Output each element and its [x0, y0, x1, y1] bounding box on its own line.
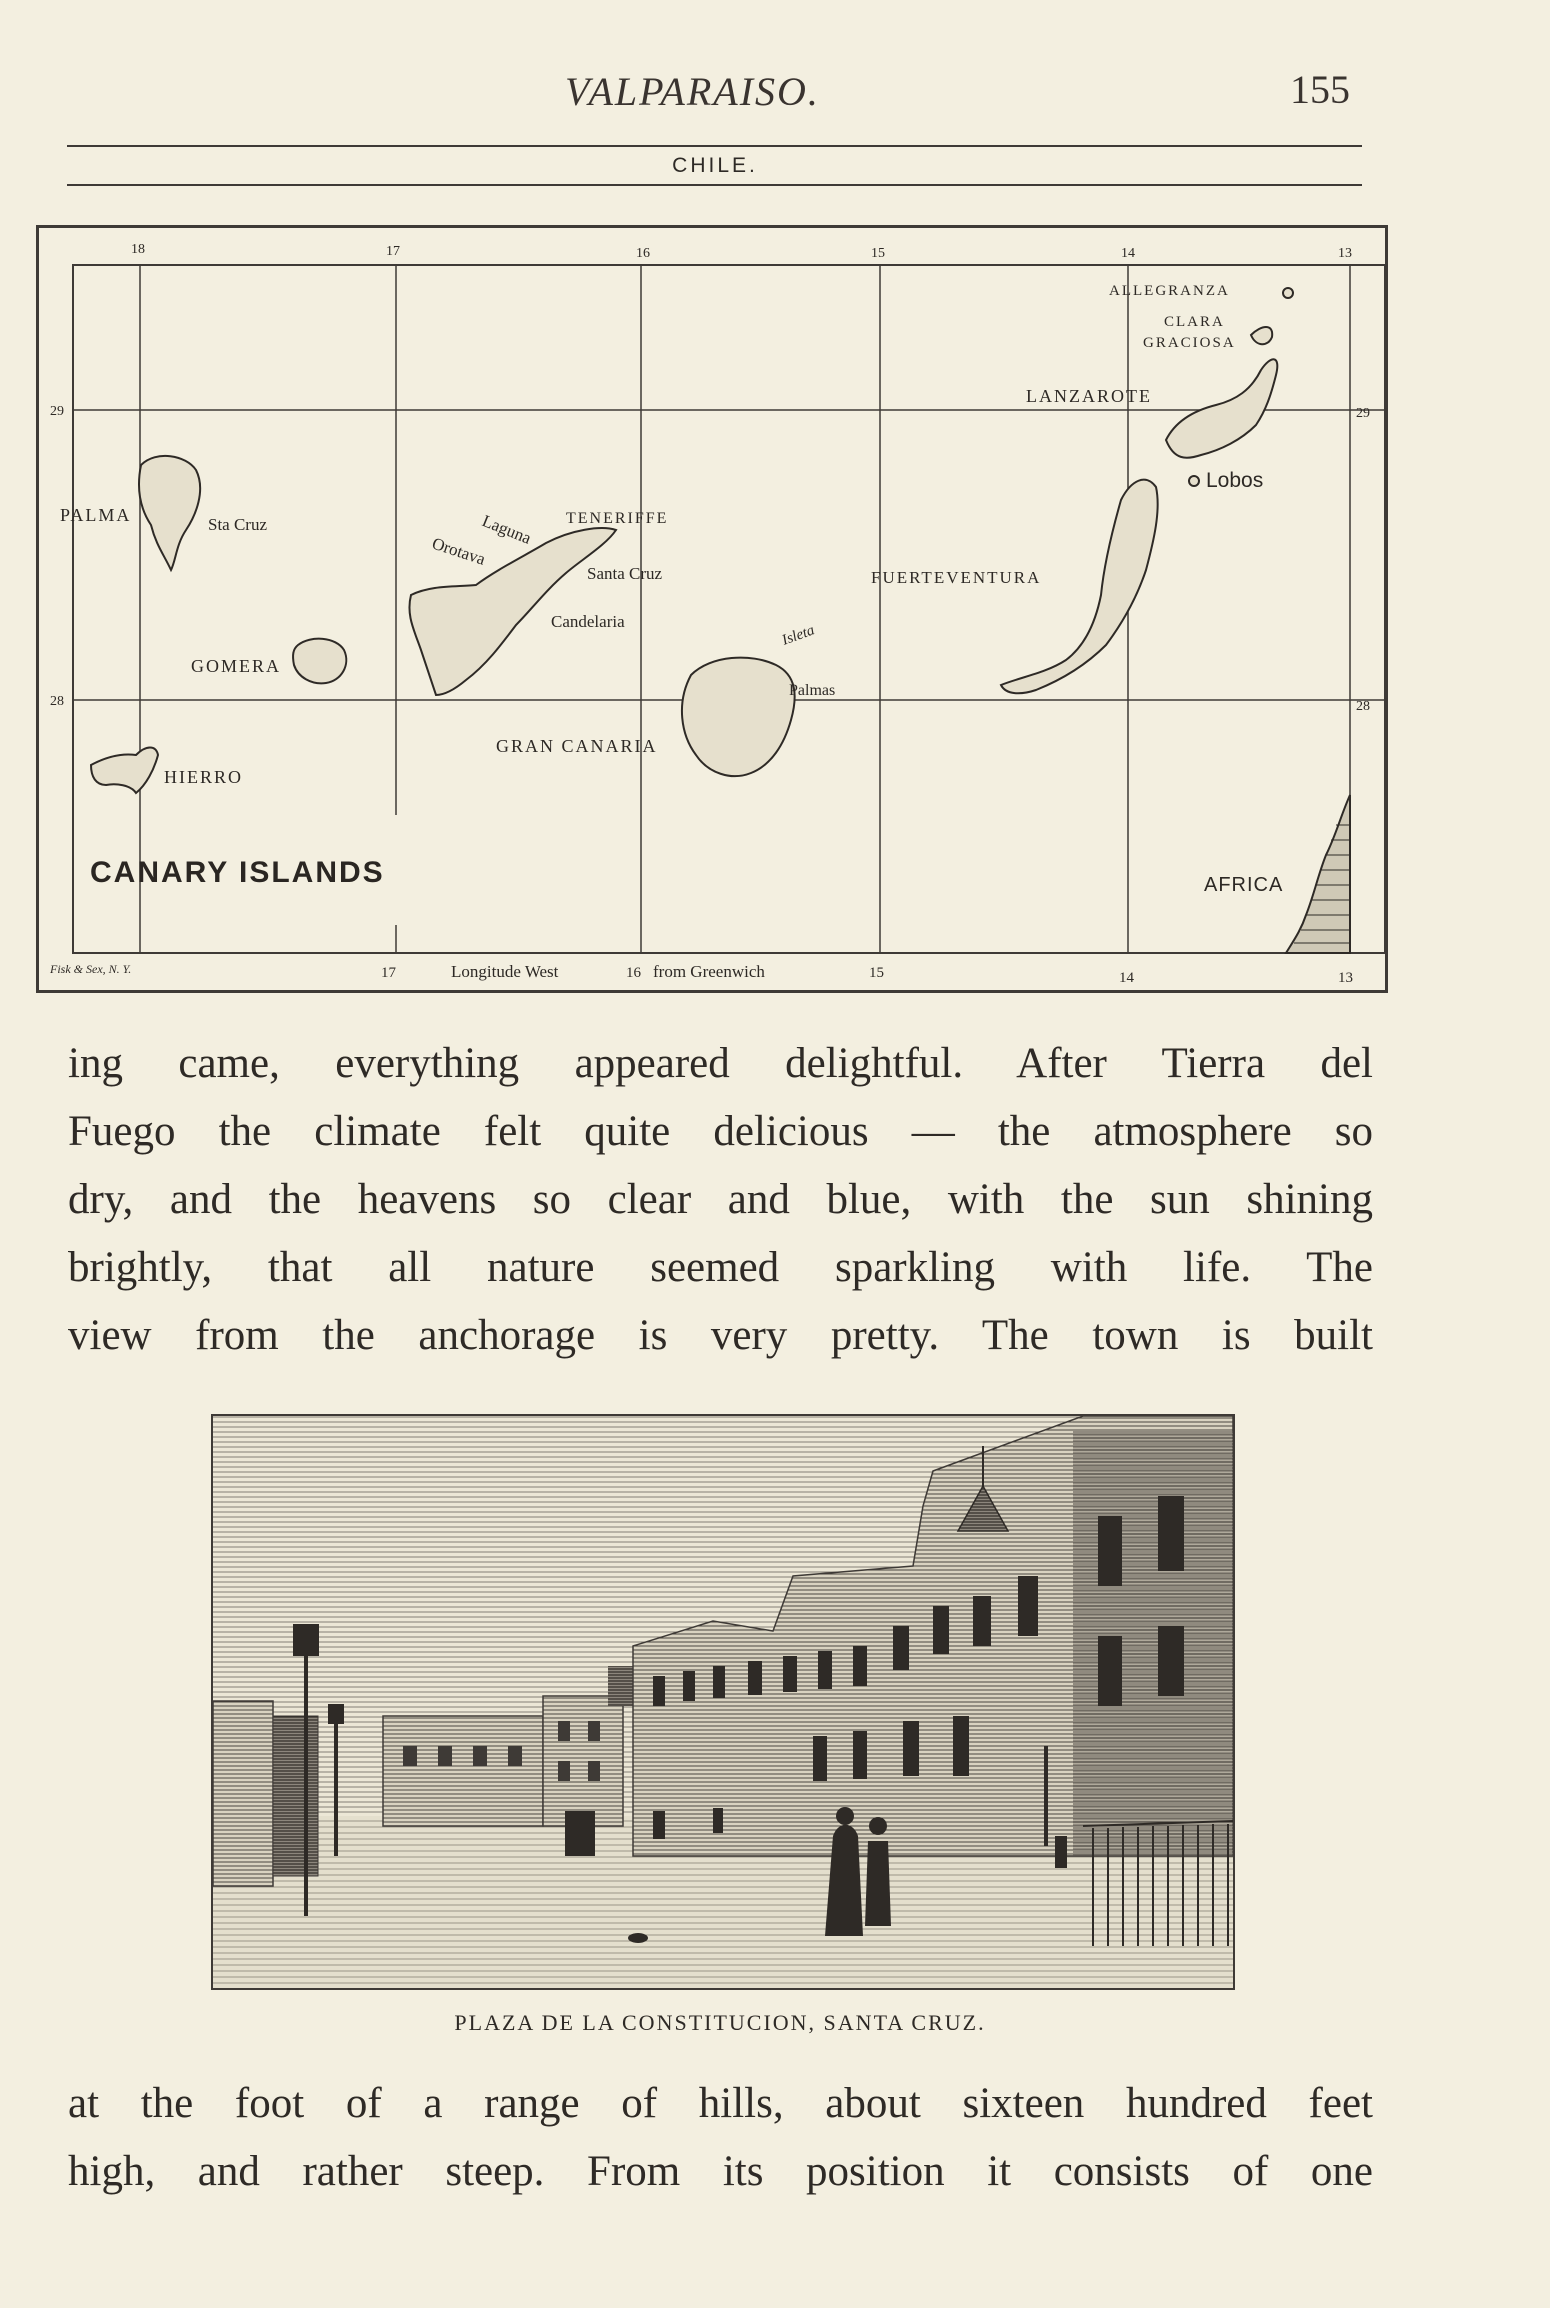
label-palmas: Palmas — [789, 682, 836, 699]
section-heading: CHILE. — [672, 154, 758, 177]
header-rule-bottom — [67, 184, 1362, 186]
lon-top-16: 16 — [636, 246, 650, 261]
illustration-caption: PLAZA DE LA CONSTITUCION, SANTA CRUZ. — [454, 2010, 986, 2035]
label-fuerteventura: Fuerteventura — [871, 568, 1042, 587]
lon-top-13: 13 — [1338, 246, 1352, 261]
engraver-credit: Fisk & Sex, N. Y. — [50, 962, 132, 976]
label-candelaria: Candelaria — [551, 612, 625, 631]
label-lobos: Lobos — [1206, 469, 1264, 492]
from-greenwich-label: from Greenwich — [653, 962, 765, 981]
text-line: at the foot of a range of hills, about sixteen hundred feet — [68, 2080, 1373, 2127]
allegranza-island — [1283, 288, 1293, 298]
text-line: Fuego the climate felt quite delicious — the atmosphere so — [68, 1108, 1373, 1155]
label-lanzarote: Lanzarote — [1026, 386, 1152, 406]
lon-top-15: 15 — [871, 246, 885, 261]
label-palma: Palma — [60, 505, 132, 525]
lon-bottom-14: 14 — [1119, 970, 1134, 986]
gomera-island — [293, 639, 346, 684]
header-rule-top — [67, 145, 1362, 147]
lon-bottom-15: 15 — [869, 965, 884, 981]
label-santa-cruz-teneriffe: Santa Cruz — [587, 564, 663, 583]
label-clara: Clara — [1164, 314, 1225, 330]
label-gran-canaria: Gran Canaria — [496, 736, 658, 756]
lon-bottom-16: 16 — [626, 965, 641, 981]
palma-island — [139, 456, 200, 570]
gran-canaria-island — [682, 658, 795, 777]
lon-top-14: 14 — [1121, 246, 1135, 261]
text-line: dry, and the heavens so clear and blue, with the sun shining — [68, 1176, 1373, 1223]
lon-top-17: 17 — [386, 244, 400, 259]
label-allegranza: Allegranza — [1109, 283, 1230, 299]
lat-right-28: 28 — [1356, 699, 1370, 714]
label-isleta: Isleta — [779, 622, 817, 649]
lon-top-18: 18 — [131, 242, 145, 257]
lanzarote-island — [1166, 359, 1277, 457]
lobos-island — [1189, 476, 1199, 486]
island-shapes — [91, 288, 1293, 793]
label-orotava: Orotava — [429, 533, 488, 569]
graciosa-island — [1251, 327, 1272, 344]
label-hierro: Hierro — [164, 767, 243, 787]
lat-right-29: 29 — [1356, 406, 1370, 421]
longitude-label: Longitude West — [451, 962, 559, 981]
plaza-engraving — [211, 1414, 1235, 1990]
map-inner-border — [73, 265, 1385, 953]
lon-bottom-17: 17 — [381, 965, 396, 981]
running-title: VALPARAISO. — [565, 69, 820, 114]
label-laguna: Laguna — [479, 511, 534, 548]
paragraph-2 — [68, 2070, 1373, 2206]
text-line: ing came, everything appeared delightful. After Tierra del — [68, 1040, 1373, 1087]
text-line: view from the anchorage is very pretty. The town is built — [68, 1312, 1373, 1359]
plaza-engraving-art — [213, 1416, 1233, 1988]
label-africa: AFRICA — [1204, 874, 1284, 896]
label-gomera: Gomera — [191, 656, 282, 676]
text-line: brightly, that all nature seemed sparkling with life. The — [68, 1244, 1373, 1291]
page-number: 155 — [1290, 67, 1350, 112]
map-graticule — [73, 265, 1385, 953]
hierro-island — [91, 748, 158, 794]
label-teneriffe: Teneriffe — [566, 510, 669, 527]
text-line: high, and rather steep. From its position it consists of one — [68, 2148, 1373, 2195]
label-sta-cruz-palma: Sta Cruz — [208, 515, 268, 534]
lon-bottom-13: 13 — [1338, 970, 1353, 986]
map-title: CANARY ISLANDS — [90, 856, 385, 889]
lat-left-28: 28 — [50, 694, 64, 709]
africa-coast — [1286, 795, 1350, 953]
paragraph-1 — [68, 1030, 1373, 1370]
canary-islands-map — [36, 225, 1388, 993]
lat-left-29: 29 — [50, 404, 64, 419]
label-graciosa: Graciosa — [1143, 335, 1236, 351]
